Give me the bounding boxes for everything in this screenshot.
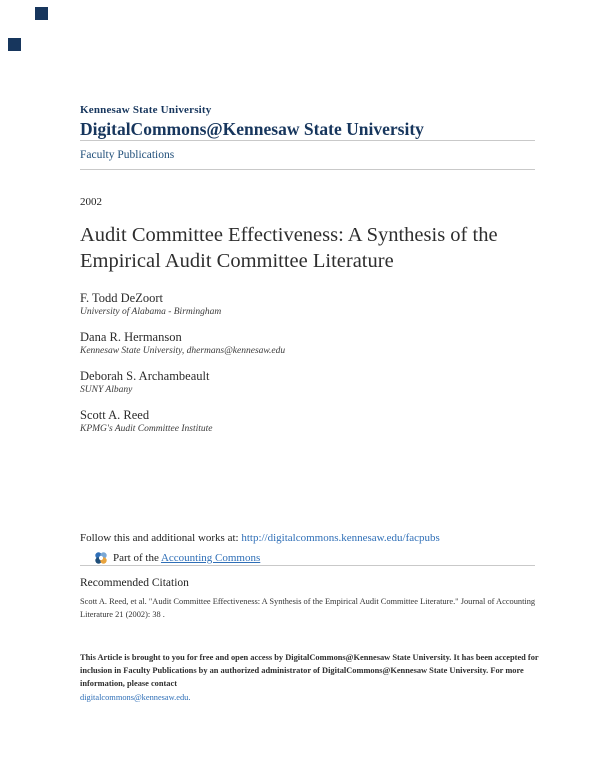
- repository-title: DigitalCommons@Kennesaw State University: [80, 119, 424, 139]
- collection-link[interactable]: Faculty Publications: [80, 149, 175, 161]
- publication-year: 2002: [80, 196, 102, 208]
- recommended-citation-text: Scott A. Reed, et al. "Audit Committee Effectiveness: A Synthesis of the Empirical Audit Committee Literature." Journal of Accounting Literature 21 (2002): 38 .: [80, 597, 536, 620]
- citation-divider: [80, 565, 535, 566]
- author-affiliation: Kennesaw State University, dhermans@kennesaw.edu: [80, 346, 286, 357]
- part-of-wrapper: [113, 552, 260, 564]
- cover-page: [80, 0, 539, 704]
- author-entry: [80, 369, 535, 395]
- part-of-text: Part of the: [113, 552, 161, 565]
- author-affiliation: University of Alabama - Birmingham: [80, 307, 222, 318]
- follow-works-url-link[interactable]: http://digitalcommons.kennesaw.edu/facpubs: [241, 532, 440, 545]
- author-entry: [80, 330, 535, 356]
- follow-works-line: [80, 532, 535, 544]
- page-corner-mark-top: [35, 7, 48, 20]
- author-affiliation: KPMG's Audit Committee Institute: [80, 424, 213, 435]
- follow-works-text: Follow this and additional works at:: [80, 532, 242, 545]
- footer-access-note: [80, 651, 542, 704]
- author-list: [80, 291, 535, 434]
- author-name: Dana R. Hermanson: [80, 330, 182, 345]
- contact-email-link[interactable]: digitalcommons@kennesaw.edu.: [80, 693, 191, 703]
- part-of-line: [80, 551, 535, 565]
- author-name: Scott A. Reed: [80, 408, 150, 423]
- accounting-commons-link[interactable]: Accounting Commons: [160, 552, 261, 565]
- author-entry: [80, 291, 535, 317]
- author-affiliation: SUNY Albany: [80, 385, 133, 396]
- recommended-citation-heading: Recommended Citation: [80, 577, 189, 590]
- page-corner-mark-left: [8, 38, 21, 51]
- header-divider-bottom: [80, 169, 535, 170]
- author-entry: [80, 408, 535, 434]
- article-title: Audit Committee Effectiveness: A Synthesis of the Empirical Audit Committee Literature: [80, 224, 498, 273]
- author-name: F. Todd DeZoort: [80, 291, 163, 306]
- digital-commons-logo-icon: [94, 551, 108, 565]
- author-name: Deborah S. Archambeault: [80, 369, 210, 384]
- institution-name: Kennesaw State University: [80, 104, 212, 116]
- footer-access-text: This Article is brought to you for free and open access by DigitalCommons@Kennesaw State University. It has been accepted for inclusion in Faculty Publications by an authorized administrator of DigitalCommons@Kennesaw State University. For more information, please contact: [80, 653, 539, 689]
